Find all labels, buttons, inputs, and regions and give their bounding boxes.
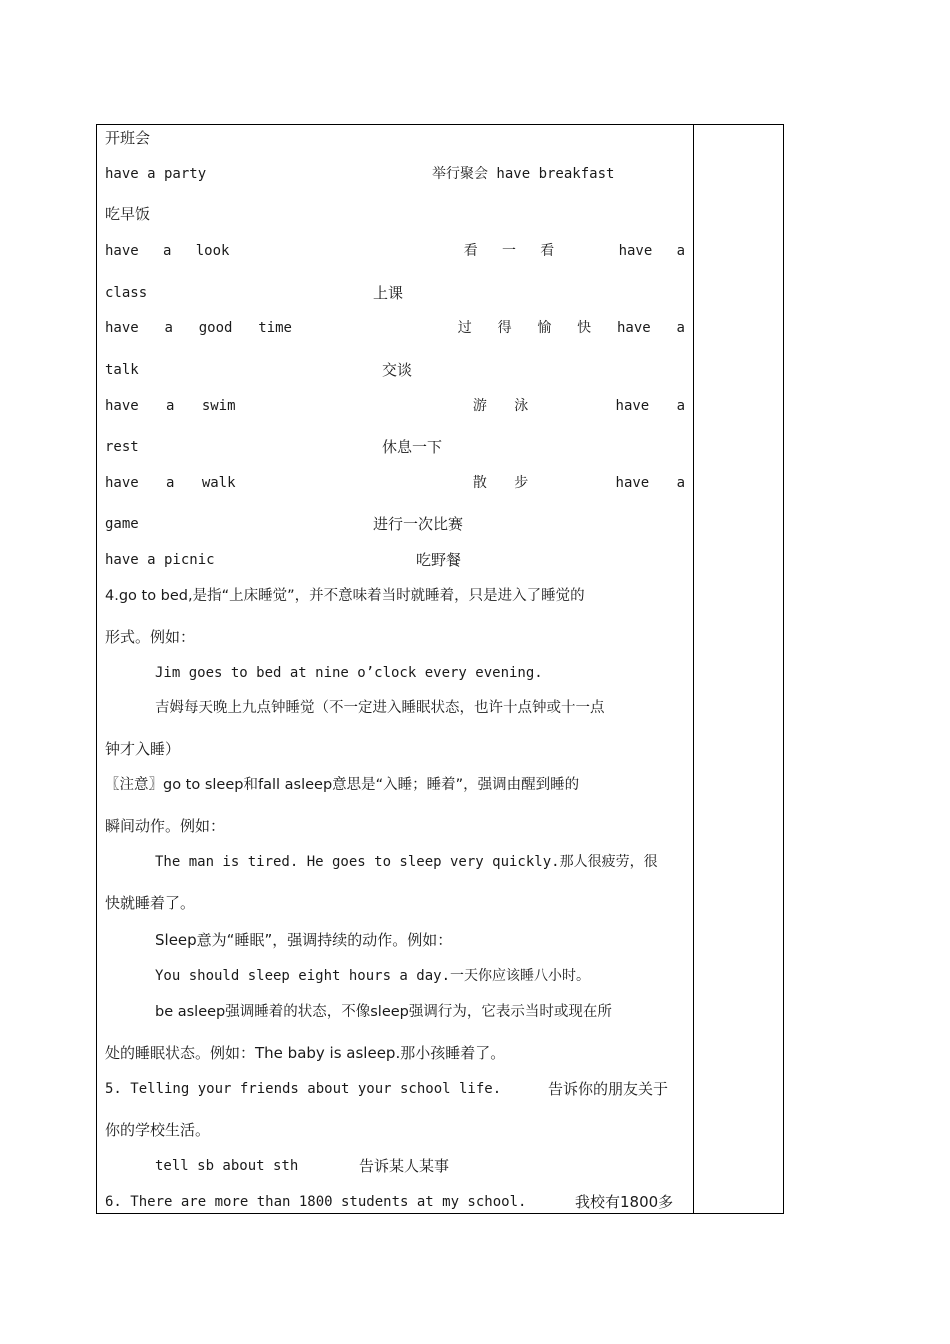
justified-line: [105, 396, 685, 416]
text-line: Jim goes to bed at nine o’clock every evening.: [155, 665, 543, 681]
text-line: You should sleep eight hours a day.一天你应该睡八小时。: [155, 968, 591, 984]
text-line: 吃早饭: [105, 205, 151, 223]
word: a: [164, 320, 173, 336]
word: 看: [540, 243, 555, 259]
word: a: [166, 398, 175, 414]
word: 过: [457, 320, 472, 336]
justified-line: [105, 241, 685, 261]
text-line: class: [105, 285, 148, 301]
word: 泳: [514, 398, 529, 414]
text-line: 吉姆每天晚上九点钟睡觉（不一定进入睡眠状态，也许十点钟或十一点: [155, 700, 605, 716]
word: swim: [201, 398, 236, 414]
word: a: [676, 398, 685, 414]
text-line: 5. Telling your friends about your school life.: [105, 1081, 502, 1097]
text-line: talk: [105, 362, 139, 378]
text-line: 进行一次比赛: [373, 515, 464, 533]
text-line: 6. There are more than 1800 students at my school.: [105, 1194, 527, 1210]
word: 一: [502, 243, 516, 259]
text-line: rest: [105, 439, 139, 455]
word: 游: [472, 398, 487, 414]
text-line: 告诉某人某事: [359, 1157, 450, 1175]
word: 散: [472, 475, 487, 491]
word: time: [258, 320, 292, 336]
text-line: 瞬间动作。例如：: [105, 817, 226, 835]
word: 愉: [537, 320, 552, 336]
text-line: 休息一下: [382, 438, 443, 456]
text-line: game: [105, 516, 139, 532]
text-line: have a picnic: [105, 552, 215, 568]
text-line: 钟才入睡）: [105, 740, 181, 758]
justified-line: [105, 473, 685, 493]
word: a: [166, 475, 175, 491]
word: have: [105, 243, 139, 259]
text-line: tell sb about sth: [155, 1158, 299, 1174]
text-line: 上课: [373, 284, 404, 302]
word: a: [676, 243, 685, 259]
text-line: 快就睡着了。: [105, 894, 196, 912]
text-line: 吃野餐: [416, 551, 462, 569]
text-line: 形式。例如：: [105, 628, 196, 646]
word: have: [105, 320, 139, 336]
justified-line: [105, 318, 685, 338]
text-line: 处的睡眠状态。例如：The baby is asleep.那小孩睡着了。: [105, 1044, 506, 1062]
word: 步: [514, 475, 529, 491]
word: have: [616, 320, 651, 336]
word: 看: [463, 243, 478, 259]
word: have: [615, 475, 650, 491]
text-line: 告诉你的朋友关于: [548, 1080, 669, 1098]
table-column-divider: [693, 124, 694, 1214]
word: look: [195, 243, 230, 259]
text-line: 开班会: [105, 129, 151, 147]
text-line: 〖注意〗go to sleep和fall asleep意思是“入睡；睡着”，强调由醒到睡的: [105, 777, 580, 793]
text-line: have a party: [105, 166, 207, 182]
text-line: The man is tired. He goes to sleep very quickly.那人很疲劳，很: [155, 854, 658, 870]
text-line: 交谈: [382, 361, 413, 379]
word: a: [676, 320, 685, 336]
word: a: [163, 243, 172, 259]
word: good: [198, 320, 233, 336]
word: a: [676, 475, 685, 491]
word: have: [618, 243, 653, 259]
text-line: 我校有1800多: [575, 1193, 674, 1211]
word: 得: [497, 320, 512, 336]
text-line: Sleep意为“睡眠”，强调持续的动作。例如：: [155, 931, 453, 949]
text-line: be asleep强调睡着的状态，不像sleep强调行为，它表示当时或现在所: [155, 1004, 612, 1020]
text-line: 举行聚会 have breakfast: [432, 166, 615, 182]
word: have: [105, 398, 139, 414]
word: have: [105, 475, 139, 491]
word: walk: [201, 475, 236, 491]
text-line: 你的学校生活。: [105, 1121, 211, 1139]
word: have: [615, 398, 650, 414]
text-line: 4.go to bed,是指“上床睡觉”，并不意味着当时就睡着，只是进入了睡觉的: [105, 588, 585, 604]
word: 快: [577, 320, 592, 336]
